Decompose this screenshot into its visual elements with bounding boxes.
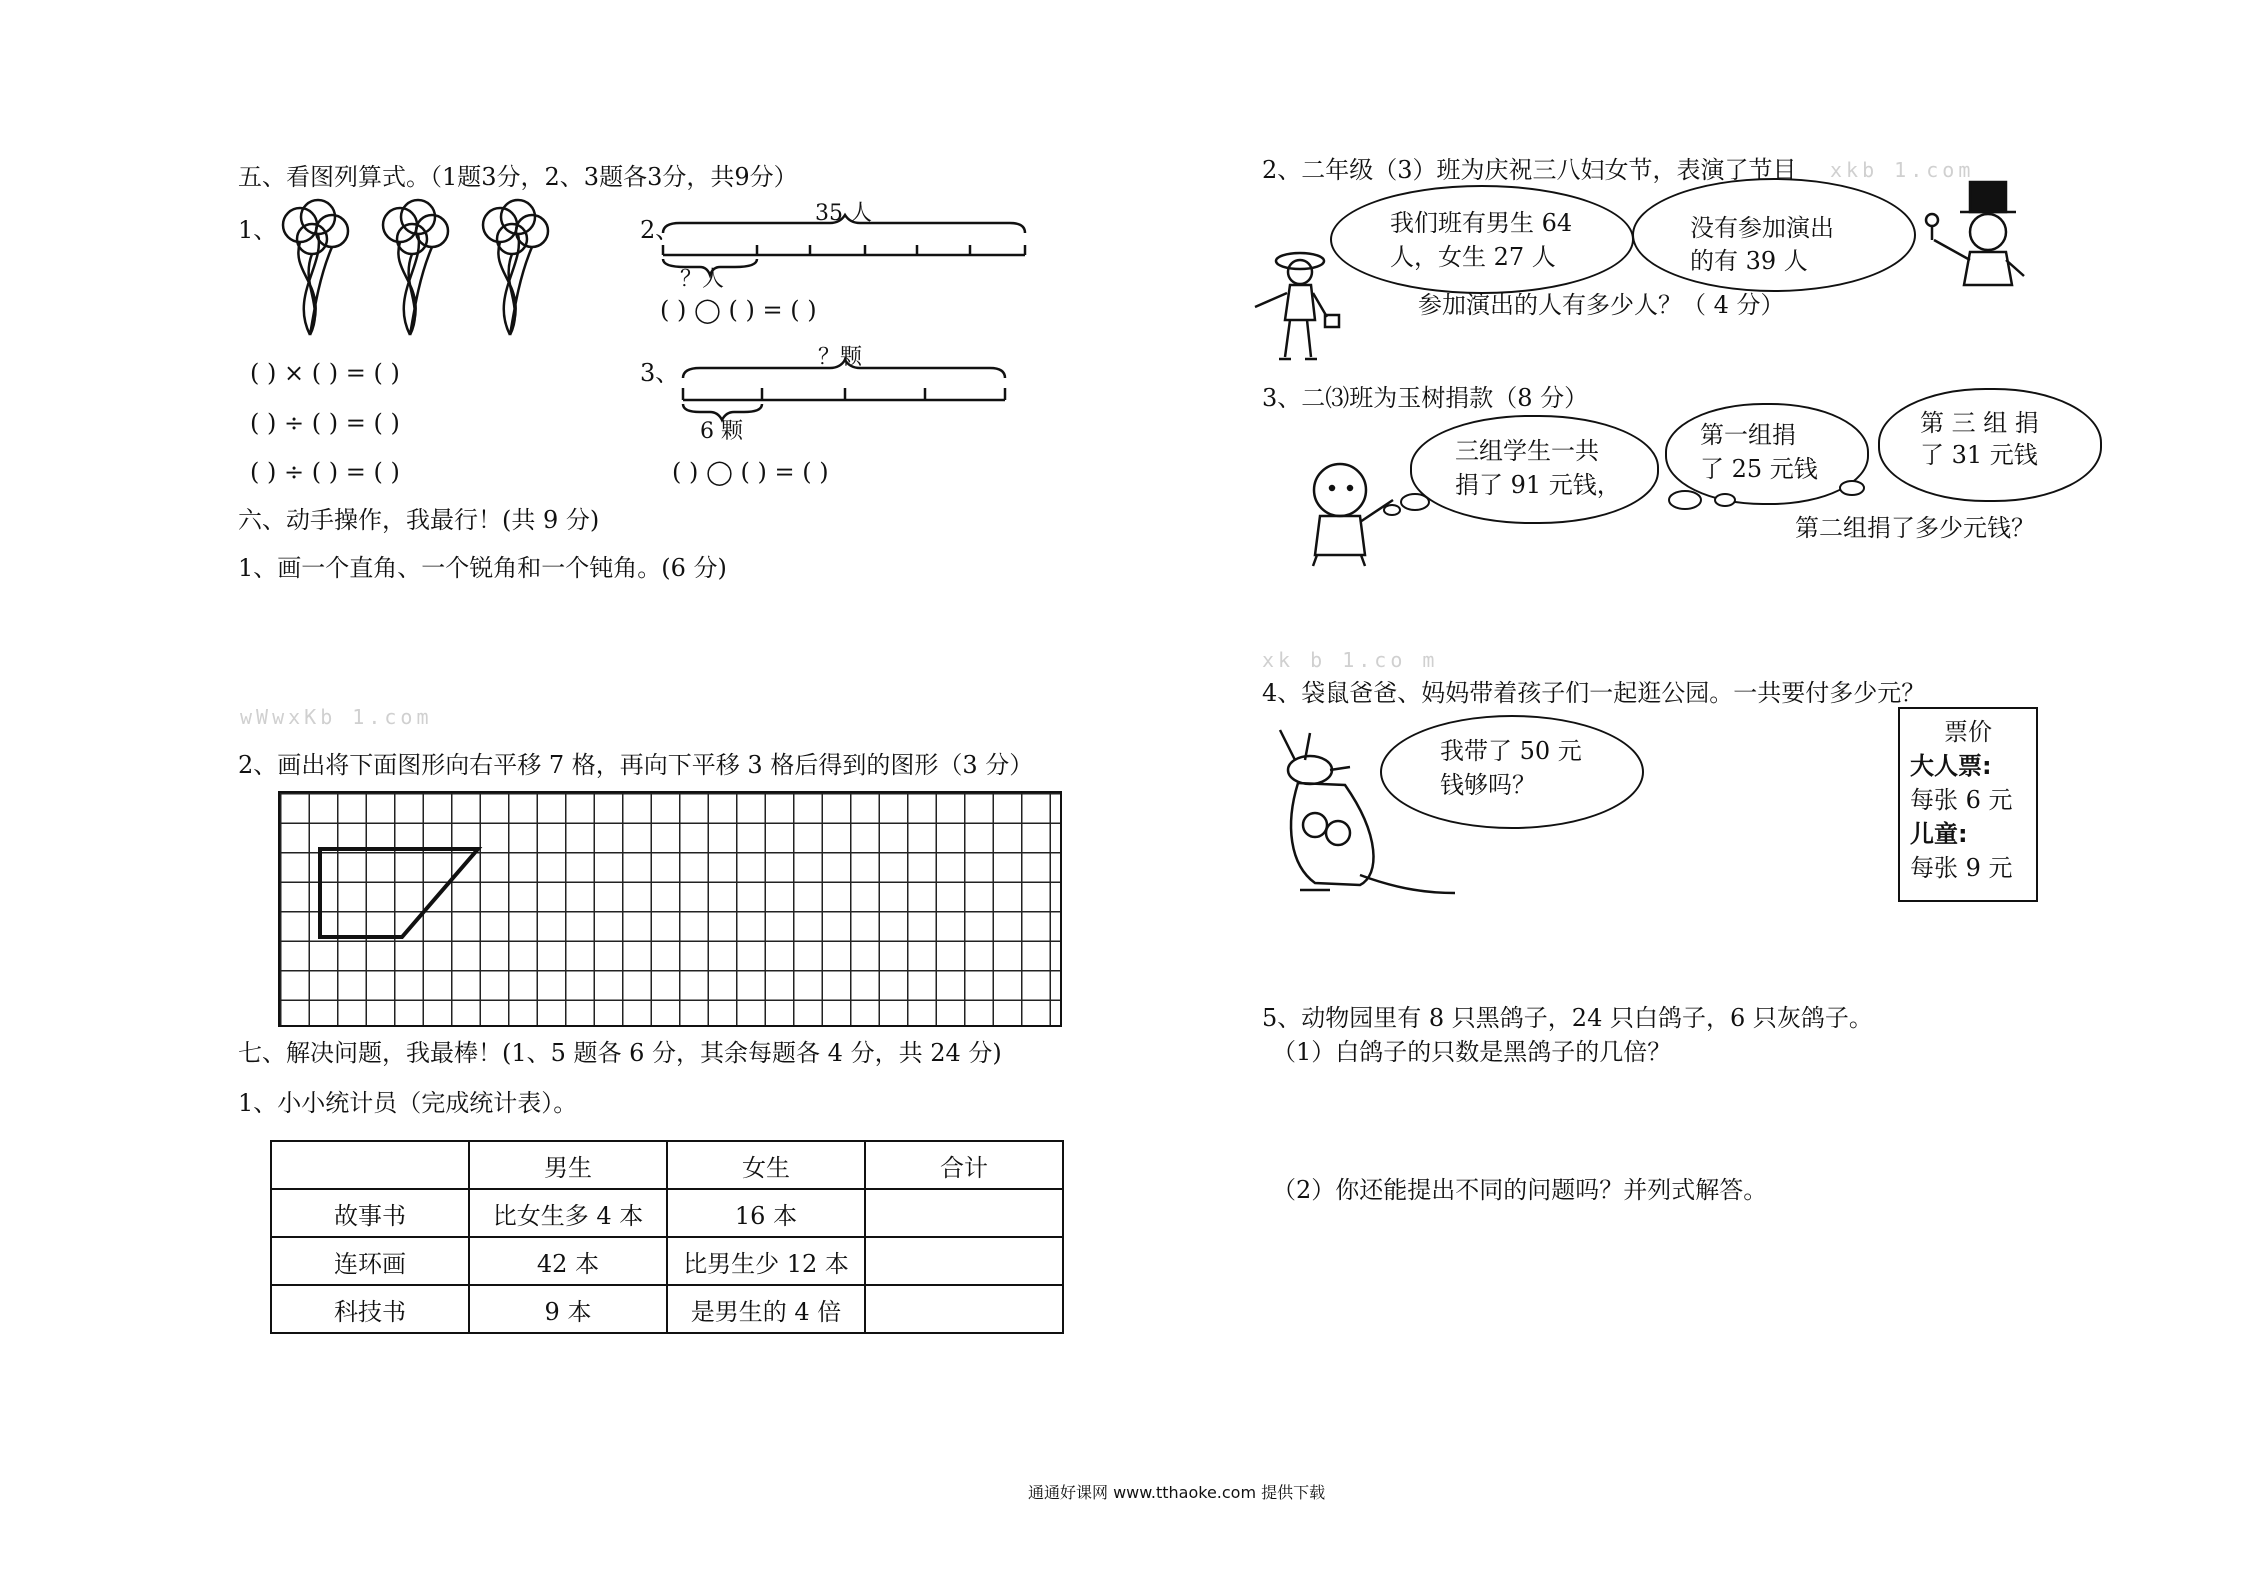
r-q2-question: 参加演出的人有多少人？（ 4 分） — [1418, 291, 1785, 319]
section-5-title: 五、看图列算式。（1题3分，2、3题各3分，共9分） — [238, 163, 798, 191]
table-cell-total[interactable] — [865, 1285, 1063, 1333]
table-cell: 女生 — [667, 1141, 865, 1189]
ticket-title: 票价 — [1944, 718, 1992, 746]
bubble1-line2: 人，女生 27 人 — [1390, 243, 1556, 271]
speech-bubble-1 — [1330, 185, 1634, 294]
q1-label: 1、 — [238, 216, 278, 244]
statistics-table — [270, 1140, 1064, 1334]
q2-total-label: 35 人 — [815, 201, 872, 226]
section-7-title: 七、解决问题，我最棒！(1、5 题各 6 分，其余每题各 4 分，共 24 分) — [238, 1039, 1002, 1067]
cloud2-line2: 了 25 元钱 — [1700, 455, 1818, 483]
watermark-2: xkb 1.com — [1830, 158, 1975, 182]
table-cell: 比女生多 4 本 — [469, 1189, 667, 1237]
s6-q1: 1、画一个直角、一个锐角和一个钝角。(6 分) — [238, 554, 727, 582]
r-q2-title: 2、二年级（3）班为庆祝三八妇女节，表演了节目 — [1262, 156, 1797, 184]
table-cell: 男生 — [469, 1141, 667, 1189]
bubble1-line1: 我们班有男生 64 — [1390, 209, 1573, 237]
table-cell: 是男生的 4 倍 — [667, 1285, 865, 1333]
q1-formula-3: ( ) ÷ ( ) = ( ) — [250, 458, 400, 486]
q3-part-label: 6 颗 — [700, 419, 743, 444]
bubble3-line2: 钱够吗？ — [1440, 771, 1536, 799]
q2-label: 2、 — [640, 216, 680, 244]
watermark-3: xk b 1.co m — [1262, 648, 1439, 672]
table-row — [271, 1189, 1063, 1237]
q3-total-label: ？颗 — [818, 345, 863, 370]
table-cell-total[interactable] — [865, 1237, 1063, 1285]
child-ticket-price: 每张 9 元 — [1910, 854, 2013, 882]
table-cell[interactable]: 合计 — [865, 1141, 1063, 1189]
r-q3-title: 3、二⑶班为玉树捐款（8 分） — [1262, 384, 1589, 412]
cloud3-line2: 了 31 元钱 — [1920, 441, 2038, 469]
table-cell: 比男生少 12 本 — [667, 1237, 865, 1285]
bubble2-line2: 的有 39 人 — [1690, 247, 1808, 275]
r-q4-title: 4、袋鼠爸爸、妈妈带着孩子们一起逛公园。一共要付多少元？ — [1262, 679, 1926, 707]
cloud3-line1: 第 三 组 捐 — [1920, 409, 2039, 437]
q3-formula: ( ) ◯ ( ) = ( ) — [672, 458, 829, 486]
cloud2-line1: 第一组捐 — [1700, 421, 1796, 449]
child-ticket-label: 儿童: — [1910, 820, 1968, 848]
adult-ticket-price: 每张 6 元 — [1910, 786, 2013, 814]
adult-ticket-label: 大人票: — [1910, 752, 1992, 780]
q2-part-label: ？人 — [680, 267, 725, 292]
table-row — [271, 1285, 1063, 1333]
table-cell: 42 本 — [469, 1237, 667, 1285]
footer-credit: 通通好课网 www.tthaoke.com 提供下载 — [1028, 1483, 1326, 1502]
q1-formula-1: ( ) × ( ) = ( ) — [250, 359, 400, 387]
girl-figure-icon — [1245, 245, 1345, 370]
table-header-row — [271, 1141, 1063, 1189]
bubble3-line1: 我带了 50 元 — [1440, 737, 1582, 765]
watermark-1: wWwxKb 1.com — [240, 705, 433, 729]
cloud1-line2: 捐了 91 元钱， — [1455, 471, 1621, 499]
q1-formula-2: ( ) ÷ ( ) = ( ) — [250, 409, 400, 437]
magician-figure-icon — [1920, 180, 2030, 295]
cloud1-line1: 三组学生一共 — [1455, 437, 1599, 465]
table-cell: 9 本 — [469, 1285, 667, 1333]
table-cell: 连环画 — [271, 1237, 469, 1285]
table-cell — [271, 1141, 469, 1189]
table-cell: 故事书 — [271, 1189, 469, 1237]
bubble2-line1: 没有参加演出 — [1690, 214, 1834, 242]
table-cell: 16 本 — [667, 1189, 865, 1237]
ticket-price-board — [1898, 707, 2038, 902]
table-row — [271, 1237, 1063, 1285]
r-q3-question: 第二组捐了多少元钱？ — [1795, 514, 2035, 542]
table-cell-total[interactable] — [865, 1189, 1063, 1237]
table-cell: 科技书 — [271, 1285, 469, 1333]
r-q5-title: 5、动物园里有 8 只黑鸽子，24 只白鸽子，6 只灰鸽子。 — [1262, 1004, 1873, 1032]
q3-label: 3、 — [640, 359, 680, 387]
s7-q1: 1、小小统计员（完成统计表）。 — [238, 1089, 578, 1117]
trapezoid-shape — [278, 791, 1062, 1027]
q2-formula: ( ) ◯ ( ) = ( ) — [660, 296, 817, 324]
r-q5-sub1: （1）白鸽子的只数是黑鸽子的几倍？ — [1272, 1038, 1672, 1066]
section-6-title: 六、动手操作，我最行！(共 9 分) — [238, 506, 600, 534]
r-q5-sub2: （2）你还能提出不同的问题吗？并列式解答。 — [1272, 1176, 1768, 1204]
balloons-icon — [270, 195, 630, 340]
s6-q2: 2、画出将下面图形向右平移 7 格，再向下平移 3 格后得到的图形（3 分） — [238, 751, 1034, 779]
